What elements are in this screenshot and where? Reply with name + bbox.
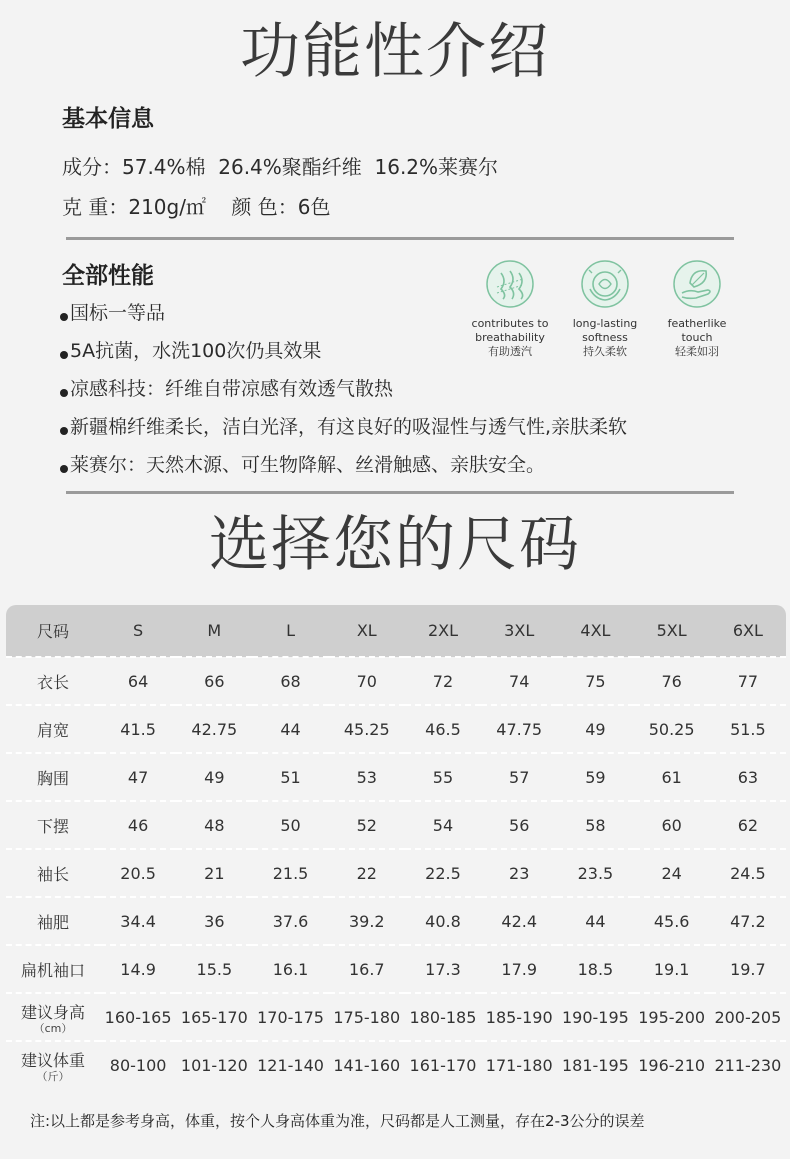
choose-size-title: 选择您的尺码 [209,510,581,580]
table-cell: 40.8 [425,911,461,931]
table-cell: 41.5 [120,719,156,739]
bullet-dot-icon [60,389,68,397]
row-unit: （斤） [36,1069,70,1083]
table-cell: 24.5 [730,863,766,883]
row-label: 建议身高 （cm） [6,993,100,1041]
table-cell: 170-175 [257,1007,324,1027]
bullet-item: 国标一等品 [60,298,165,325]
row-label: 扁机袖口 [20,960,85,980]
size-header-label: 尺码 [36,622,69,641]
bullet-dot-icon [60,351,68,359]
table-cell: 211-230 [714,1055,782,1075]
row-label: 下摆 [36,816,69,836]
table-cell: 180-185 [409,1007,477,1027]
row-label: 袖肥 [36,912,69,932]
table-cell: 23.5 [577,863,614,883]
table-cell: 22.5 [425,863,461,883]
table-cell: 190-195 [561,1007,629,1027]
table-cell: 171-180 [485,1055,553,1075]
table-cell: 23 [509,863,530,883]
row-label: 肩宽 [36,720,69,740]
bullet-dot-icon [60,427,68,435]
row-label: 袖长 [36,864,69,884]
bullet-dot-icon [60,465,68,473]
table-row [6,945,786,993]
row-label: 衣长 [36,672,69,692]
row-unit: （cm） [33,1021,73,1035]
size-header-cell: 6XL [732,621,763,640]
size-table-body [6,657,786,1088]
table-row [6,1041,786,1088]
bullet-item: 新疆棉纤维柔长，洁白光泽，有这良好的吸湿性与透气性,亲肤柔软 [60,412,627,439]
feature-breathability: contributes to breathability 有助透汽 [455,259,565,359]
table-cell: 165-170 [180,1007,248,1027]
size-header-cell: M [207,621,222,640]
table-cell: 54 [432,815,454,835]
table-cell: 64 [127,671,149,691]
table-cell: 121-140 [257,1055,324,1075]
table-cell: 21.5 [272,863,309,883]
table-cell: 50 [280,815,301,835]
table-cell: 58 [585,815,606,835]
table-row [6,897,786,945]
size-header-cell: 3XL [504,621,535,640]
table-cell: 20.5 [120,863,156,883]
table-cell: 42.4 [501,911,538,931]
table-cell: 48 [204,815,225,835]
table-cell: 74 [509,671,530,691]
size-header-cell: 2XL [427,621,459,640]
basic-info-heading: 基本信息 [62,106,154,132]
weight-color-line: 克 重：210g/㎡ 颜 色：6色 [62,195,331,219]
featherlike-touch-icon [672,259,722,309]
table-cell: 55 [432,767,454,787]
feature-softness: long-lasting softness 持久柔软 [550,259,660,359]
table-cell: 63 [737,767,759,787]
table-cell: 21 [204,863,225,883]
table-cell: 16.7 [348,959,385,979]
table-cell: 46.5 [425,719,461,739]
softness-icon [580,259,630,309]
function-intro-title: 功能性介绍 [240,17,550,87]
table-cell: 15.5 [196,959,233,979]
divider-bottom [66,491,734,494]
table-cell: 45.6 [653,911,690,931]
size-header-cell: L [286,621,295,640]
table-cell: 80-100 [109,1055,167,1075]
table-cell: 42.75 [191,719,238,739]
table-cell: 17.3 [425,959,461,979]
table-cell: 175-180 [333,1007,401,1027]
table-cell: 200-205 [714,1007,782,1027]
table-cell: 34.4 [120,911,156,931]
performance-heading: 全部性能 [62,263,154,289]
bullet-item: 凉感科技：纤维自带凉感有效透气散热 [60,374,393,401]
table-cell: 195-200 [638,1007,706,1027]
breathability-icon [485,259,535,309]
table-cell: 14.9 [120,959,156,979]
table-cell: 60 [661,815,682,835]
table-cell: 61 [661,767,682,787]
size-header-cell: XL [356,621,377,640]
table-cell: 39.2 [348,911,385,931]
table-cell: 161-170 [409,1055,477,1075]
table-cell: 47 [127,767,149,787]
bullet-item: 5A抗菌，水洗100次仍具效果 [60,336,321,363]
table-cell: 49 [585,719,606,739]
table-cell: 68 [280,671,301,691]
table-cell: 101-120 [180,1055,248,1075]
table-cell: 181-195 [561,1055,629,1075]
table-cell: 62 [737,815,759,835]
table-cell: 160-165 [104,1007,172,1027]
table-cell: 22 [356,863,377,883]
row-label: 建议体重 （斤） [6,1041,100,1088]
measurement-note: 注:以上都是参考身高，体重，按个人身高体重为准，尺码都是人工测量，存在2-3公分的误差 [30,1112,645,1130]
table-cell: 51.5 [730,719,766,739]
table-cell: 18.5 [577,959,614,979]
table-cell: 45.25 [343,719,390,739]
table-cell: 53 [356,767,377,787]
feature-featherlike: featherlike touch 轻柔如羽 [642,259,752,359]
table-cell: 141-160 [333,1055,401,1075]
table-cell: 50.25 [648,719,695,739]
table-row [6,753,786,801]
divider-top [66,237,734,240]
table-cell: 76 [661,671,682,691]
table-row [6,801,786,849]
table-cell: 17.9 [501,959,538,979]
table-cell: 16.1 [272,959,309,979]
table-cell: 24 [661,863,682,883]
table-cell: 77 [737,671,759,691]
table-cell: 47.2 [730,911,766,931]
composition-line: 成分：57.4%棉 26.4%聚酯纤维 16.2%莱赛尔 [62,155,499,179]
table-cell: 51 [280,767,301,787]
size-table [6,605,786,1088]
bullet-dot-icon [60,313,68,321]
table-cell: 57 [509,767,530,787]
table-cell: 46 [127,815,149,835]
table-cell: 56 [509,815,530,835]
table-row [6,657,786,705]
table-cell: 44 [280,719,301,739]
size-header-cell: S [133,621,144,640]
size-header-cell: 5XL [656,621,687,640]
bullet-item: 莱赛尔：天然木源、可生物降解、丝滑触感、亲肤安全。 [60,450,545,477]
size-header-cell: 4XL [580,621,611,640]
table-cell: 49 [204,767,225,787]
table-row [6,849,786,897]
table-row [6,993,786,1041]
table-cell: 44 [585,911,606,931]
table-cell: 36 [204,911,225,931]
table-cell: 59 [585,767,606,787]
table-cell: 52 [356,815,377,835]
row-label: 胸围 [36,768,69,788]
table-cell: 196-210 [638,1055,706,1075]
table-cell: 185-190 [485,1007,553,1027]
table-cell: 72 [432,671,454,691]
table-cell: 66 [204,671,225,691]
table-row [6,705,786,753]
table-cell: 47.75 [496,719,543,739]
size-header-row [6,605,786,657]
table-cell: 19.1 [653,959,690,979]
table-cell: 75 [585,671,606,691]
table-cell: 70 [356,671,377,691]
table-cell: 19.7 [730,959,766,979]
table-cell: 37.6 [272,911,309,931]
